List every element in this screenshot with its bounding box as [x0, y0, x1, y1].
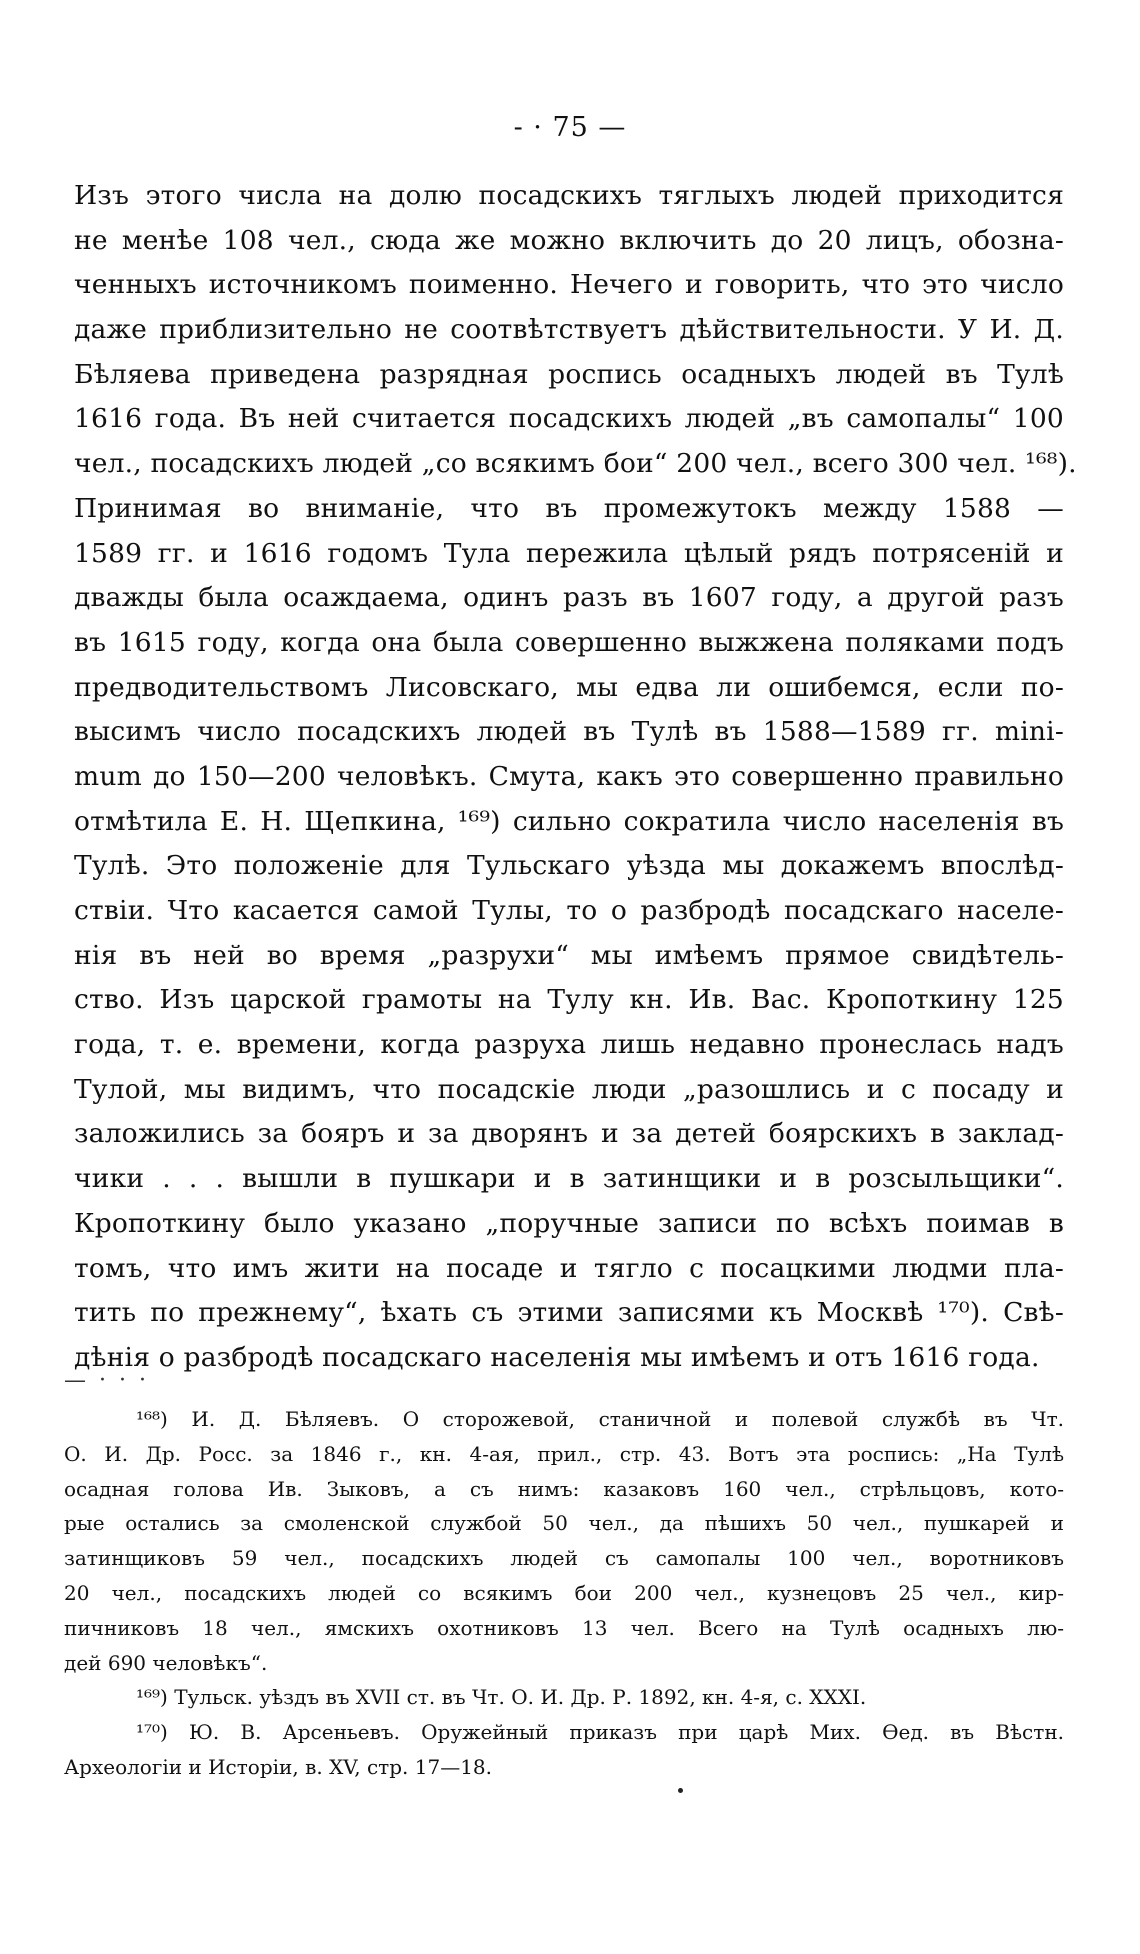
- footnotes: [64, 1402, 1064, 1785]
- footnote-line: рые остались за смоленской службой 50 чел., да пѣшихъ 50 чел., пушкарей и: [64, 1511, 1064, 1536]
- footnote-line: Археологіи и Исторіи, в. XV, стр. 17—18.: [64, 1754, 493, 1779]
- footnote-line: ¹⁶⁹) Тульск. уѣздъ въ XVII ст. въ Чт. О. И. Др. Р. 1892, кн. 4-я, с. XXXI.: [136, 1685, 867, 1710]
- body-line: высимъ число посадскихъ людей въ Тулѣ въ 1588—1589 гг. mini-: [74, 716, 1064, 748]
- page-number: - · 75 —: [513, 112, 627, 143]
- footnote-line: ¹⁷⁰) Ю. В. Арсеньевъ. Оружейный приказъ при царѣ Мих. Ѳед. въ Вѣстн.: [136, 1720, 1064, 1745]
- footnote-line: ¹⁶⁸) И. Д. Бѣляевъ. О сторожевой, станичной и полевой службѣ въ Чт.: [136, 1407, 1064, 1431]
- body-line: дѣнія о разбродѣ посадскаго населенія мы имѣемъ и отъ 1616 года.: [74, 1341, 1040, 1373]
- body-line: ченныхъ источникомъ поименно. Нечего и говорить, что это число: [74, 269, 1064, 301]
- body-line: Тулѣ. Это положеніе для Тульскаго уѣзда мы докажемъ впослѣд-: [74, 850, 1064, 882]
- body-line: чел., посадскихъ людей „со всякимъ бои“ 200 чел., всего 300 чел. ¹⁶⁸).: [74, 448, 1077, 480]
- body-line: Тулой, мы видимъ, что посадскіе люди „разошлись и с посаду и: [74, 1073, 1064, 1105]
- body-line: не менѣе 108 чел., сюда же можно включить до 20 лицъ, обозна-: [74, 224, 1064, 256]
- body-line: тить по прежнему“, ѣхать съ этими записями къ Москвѣ ¹⁷⁰). Свѣ-: [74, 1297, 1064, 1329]
- body-line: Бѣляева приведена разрядная роспись осадныхъ людей въ Тулѣ: [74, 358, 1064, 390]
- body-line: 1616 года. Въ ней считается посадскихъ людей „въ самопалы“ 100: [74, 403, 1064, 435]
- body-line: дважды была осаждаема, одинъ разъ въ 1607 году, а другой разъ: [74, 582, 1064, 614]
- body-line: Изъ этого числа на долю посадскихъ тяглыхъ людей приходится: [74, 180, 1064, 211]
- body-line: ство. Изъ царской грамоты на Тулу кн. Ив. Вас. Кропоткину 125: [74, 984, 1064, 1016]
- body-line: заложились за бояръ и за дворянъ и за детей боярскихъ в заклад-: [74, 1118, 1064, 1150]
- body-line: 1589 гг. и 1616 годомъ Тула пережила цѣлый рядъ потрясеній и: [74, 537, 1064, 569]
- body-line: въ 1615 году, когда она была совершенно выжжена поляками подъ: [74, 626, 1064, 658]
- body-line: mum до 150—200 человѣкъ. Смута, какъ это совершенно правильно: [74, 760, 1064, 792]
- body-line: года, т. е. времени, когда разруха лишь недавно пронеслась надъ: [74, 1029, 1064, 1061]
- body-line: предводительствомъ Лисовскаго, мы едва ли ошибемся, если по-: [74, 671, 1064, 703]
- body-line: Кропоткину было указано „поручные записи по всѣхъ поимав в: [74, 1207, 1064, 1239]
- body-line: чики . . . вышли в пушкари и в затинщики и в розсыльщики“.: [74, 1163, 1064, 1195]
- body-line: Принимая во вниманіе, что въ промежутокъ между 1588 —: [74, 492, 1064, 524]
- stray-mark: [678, 1788, 683, 1793]
- body-line: нія въ ней во время „разрухи“ мы имѣемъ прямое свидѣтель-: [74, 939, 1064, 971]
- footnote-line: 20 чел., посадскихъ людей со всякимъ бои 200 чел., кузнецовъ 25 чел., кир-: [64, 1580, 1064, 1605]
- body-line: даже приблизительно не соотвѣтствуетъ дѣйствительности. У И. Д.: [74, 314, 1064, 346]
- footnote-line: О. И. Др. Росс. за 1846 г., кн. 4-ая, прил., стр. 43. Вотъ эта роспись: „На Тулѣ: [64, 1441, 1064, 1466]
- body-text: [74, 174, 1077, 1381]
- footnote-separator: — · · ·: [64, 1368, 149, 1393]
- body-line: томъ, что имъ жити на посаде и тягло с посацкими людми пла-: [74, 1252, 1064, 1284]
- footnote-line: затинщиковъ 59 чел., посадскихъ людей съ самопалы 100 чел., воротниковъ: [64, 1546, 1064, 1571]
- footnote-line: дей 690 человѣкъ“.: [64, 1650, 268, 1675]
- footnote-line: пичниковъ 18 чел., ямскихъ охотниковъ 13 чел. Всего на Тулѣ осадныхъ лю-: [64, 1615, 1064, 1640]
- body-line: отмѣтила Е. Н. Щепкина, ¹⁶⁹) сильно сократила число населенія въ: [74, 805, 1064, 837]
- body-line: ствіи. Что касается самой Тулы, то о разбродѣ посадскаго населе-: [74, 895, 1064, 926]
- footnote-line: осадная голова Ив. Зыковъ, а съ нимъ: казаковъ 160 чел., стрѣльцовъ, кото-: [64, 1476, 1064, 1501]
